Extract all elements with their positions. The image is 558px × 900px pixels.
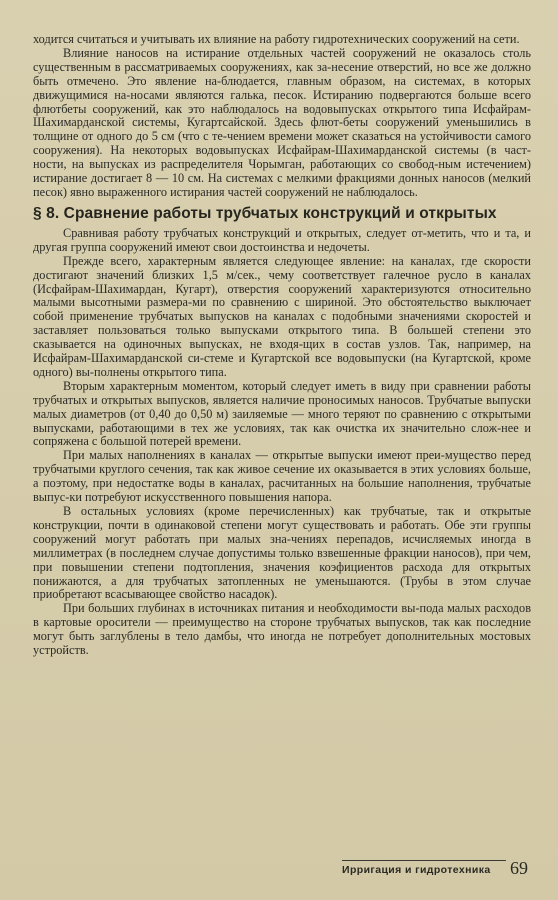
paragraph: Сравнивая работу трубчатых конструкций и открытых, следует от-метить, что и та, и другая группа сооружений имеют свои достоинства и недочеты.	[33, 225, 531, 254]
page-footer	[0, 850, 558, 900]
paragraph: Влияние наносов на истирание отдельных частей сооружений не оказалось столь существенным в рассматриваемых сооружениях, как за-несение отверстий, но все же должно быть отмечено. Это явление на-блюдается, главным образом, на системах, в которых движущимися на-носами являются галька, песок. Истиранию подвергаются больше всего флютбеты сооружений, как это наблюдалось на водовыпусках открытого типа Исфайрам-Шахимарданской системы, Кугартсайской. Здесь флют-беты сооружений уменьшились в толщине от одного до 5 см (что с те-чением времени может сказаться на устойчивости самого сооружения). На некоторых водовыпусках Исфайрам-Шахимарданской системы (в част-ности, на выпусках из распределителя Чорымган, работающих со свобод-ным истечением) истирание достигает 8 — 10 см. На системах с мелкими фракциями донных наносов (мелкий песок) явно выраженного истирания частей сооружений не наблюдалось.	[33, 45, 531, 199]
page-body	[33, 33, 531, 658]
running-footer-title: Ирригация и гидротехника	[342, 864, 491, 876]
paragraph: ходится считаться и учитывать их влияние на работу гидротехнических сооружений на сети.	[33, 32, 520, 46]
paragraph: Вторым характерным моментом, который следует иметь в виду при сравнении работы трубчатых и открытых выпусков, является наличие проносимых наносов. Трубчатые выпуски малых диаметров (от 0,40 до 0,50 м) заиляемые — много теряют по сравнению с открытыми выпусками, работающими в тех же условиях, так как очистка их значительно слож-нее и сопряжена с большой потерей времени.	[33, 378, 531, 449]
footer-divider	[342, 860, 506, 861]
paragraph: В остальных условиях (кроме перечисленных) как трубчатые, так и открытые конструкции, почти в одинаковой степени могут существовать и работать. Обе эти группы сооружений могут работать при малых зна-чениях перепадов, исчисляемых иногда в миллиметрах (в последнем случае допустимы только взвешенные фракции наносов), при чем, при повышении степени подтопления, значения коэфициентов расхода для открытых понижаются, а для трубчатых затопленных не уменьшаются. (Трубы в этом случае приобретают всасывающее свойство насадок).	[33, 504, 531, 602]
paragraph: При малых наполнениях в каналах — открытые выпуски имеют преи-мущество перед трубчатыми круглого сечения, так как живое сечение их оказывается в этих условиях больше, а поэтому, при недостатке воды в каналах, расчитанных на большие наполнения, трубчатые выпус-ки потребуют искусственного повышения напора.	[33, 448, 531, 505]
paragraph: Прежде всего, характерным является следующее явление: на каналах, где скорости достигают значений близких 1,5 м/сек., чему соответствует галечное русло в каналах (Исфайрам-Шахимардан, Кугарт), отверстия сооружений характеризуются относительно малыми высотными размера-ми по сравнению с шириной. Это обстоятельство выключает собой применение трубчатых выпусков на каналах с подобными значениями скоростей и заставляет пользоваться только выпусками открытого типа. В большей степени это сказывается на одиночных выпусках, не входя-щих в состав узлов. Так, например, на Исфайрам-Шахимарданской си-стеме и Кугартской все водовыпуски (на Кугартской, кроме одного) вы-полнены открытого типа.	[33, 253, 531, 379]
paragraph: При больших глубинах в источниках питания и необходимости вы-пода малых расходов в картовые оросители — преимущество на стороне трубчатых выпусков, так как последние могут быть заглублены в тело дамбы, что иногда не потребует дополнительных мостовых устройств.	[33, 601, 531, 658]
page-number: 69	[510, 858, 528, 878]
section-heading: § 8. Сравнение работы трубчатых конструкций и открытых	[33, 204, 497, 222]
